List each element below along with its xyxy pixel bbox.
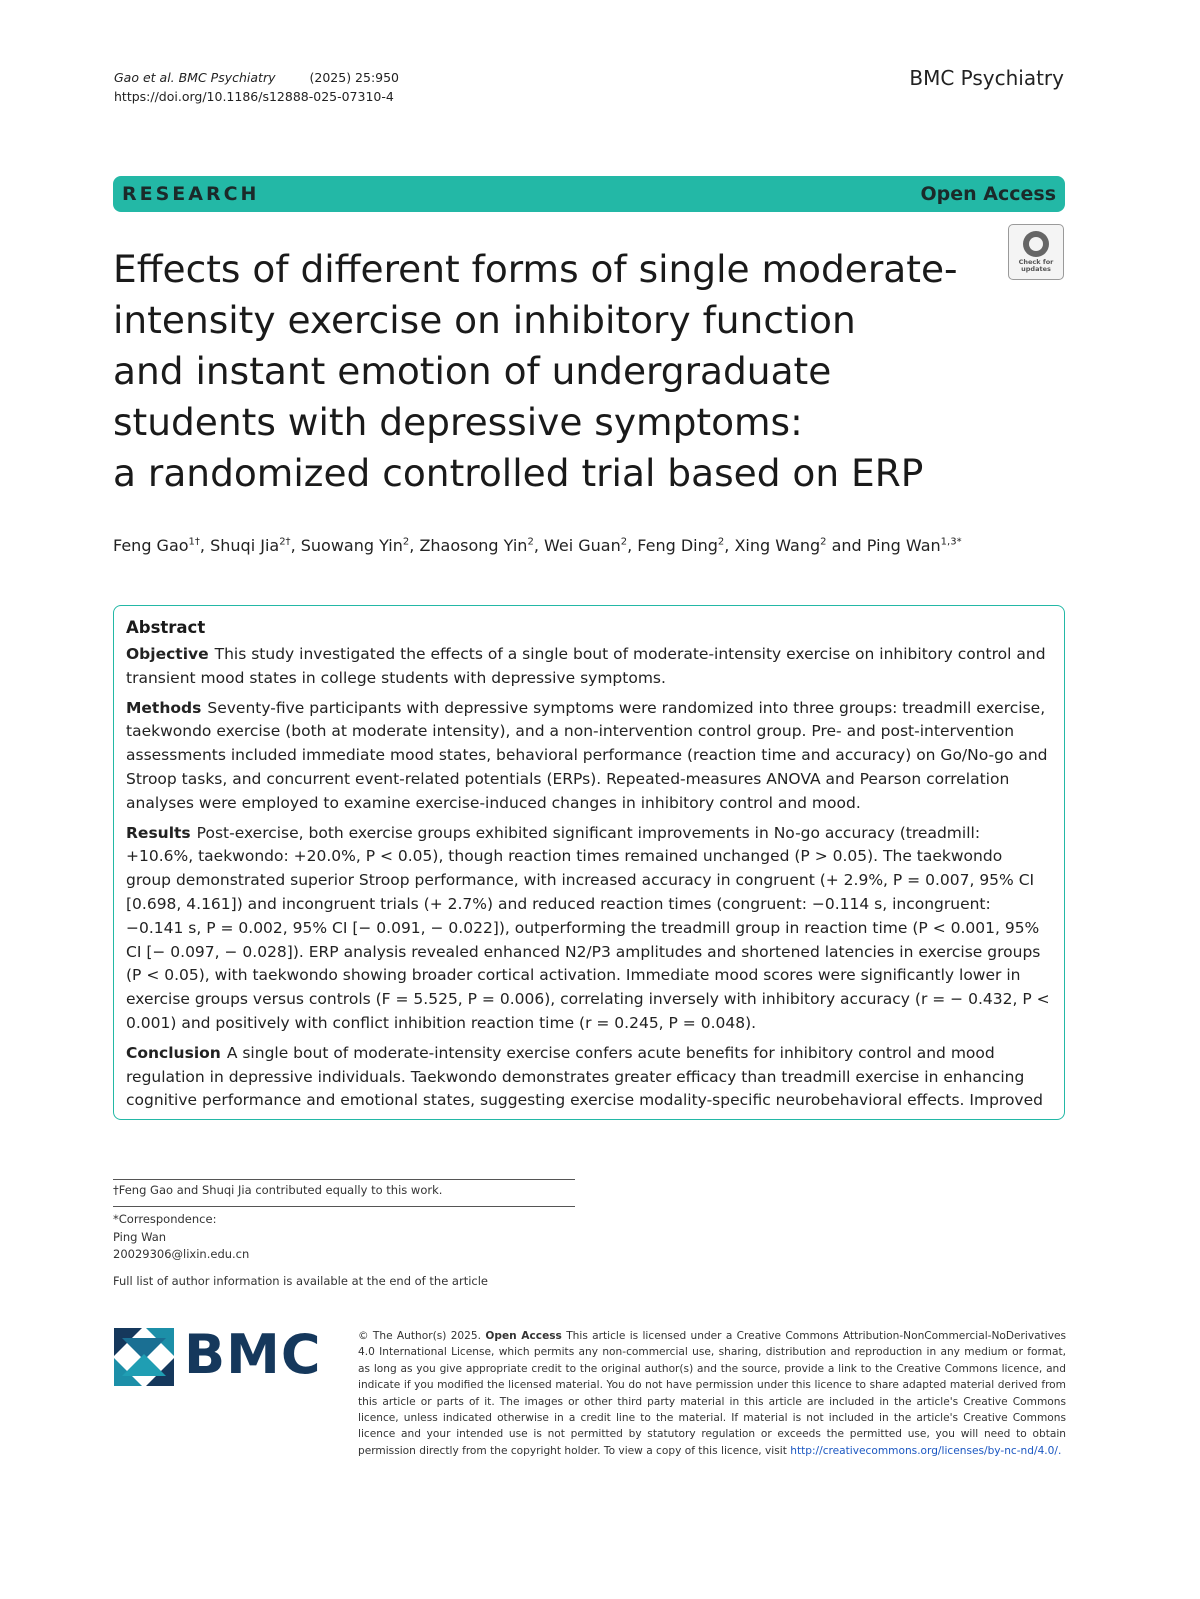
volume: (2025) 25:950 (309, 70, 400, 85)
author-list: Feng Gao$^{1\dagger}$, Shuqi Jia$^{2\dagger}$, Suowang Yin$^2$, Zhaosong Yin$^2$, Wei Guan$^2$, Feng Ding$^2$, Xing Wang$^2$ and Ping Wan$^{1,3*}$ (113, 536, 962, 555)
title-line: Effects of different forms of single moderate- (113, 247, 958, 291)
abstract-objective: Objective This study investigated the effects of a single bout of moderate-intensity exercise on inhibitory control and transient mood states in college students with depressive symptoms. (126, 645, 1046, 687)
author-info-note: Full list of author information is available at the end of the article (113, 1274, 488, 1288)
license-text: © The Author(s) 2025. Open Access This article is licensed under a Creative Commons Attribution-NonCommercial-NoDerivatives 4.0 International License, which permits any non-commercial use, sharing, distribution and reproduction in any medium or format, as long as you give appropriate credit to the original author(s) and the source, provide a link to the Creative Commons licence, and indicate if you modified the licensed material. You do not have permission under this licence to share adapted material derived from this article or parts of it. The images or other third party material in this article are included in the article's Creative Commons licence, unless indicated otherwise in a credit line to the material. If material is not included in the article's Creative Commons licence and your intended use is not permitted by statutory regulation or exceeds the permitted use, you will need to obtain permission directly from the copyright holder. To view a copy of this licence, visit http://creativecommons.org/licenses/by-nc-nd/4.0/. (358, 1330, 1067, 1457)
author[interactable]: Zhaosong Yin$^2$ (419, 536, 534, 555)
check-for-updates-badge[interactable] (1008, 224, 1064, 280)
research-banner (113, 176, 1065, 212)
license-link[interactable]: http://creativecommons.org/licenses/by-nc-nd/4.0/. (790, 1444, 1062, 1457)
footnote-divider (113, 1179, 575, 1180)
abstract-box (113, 605, 1065, 1120)
title-line: students with depressive symptoms: (113, 400, 803, 444)
badge-text: Check for updates (1018, 258, 1054, 273)
article-type-label: RESEARCH (122, 183, 260, 205)
title-line: and instant emotion of undergraduate (113, 349, 832, 393)
author[interactable]: Xing Wang$^2$ (734, 536, 827, 555)
footnote-divider (113, 1206, 575, 1207)
author[interactable]: Feng Gao$^{1\dagger}$ (113, 536, 200, 555)
open-access-label: Open Access (920, 183, 1056, 205)
author[interactable]: Ping Wan$^{1,3*}$ (866, 536, 962, 555)
equal-contribution-note: †Feng Gao and Shuqi Jia contributed equally to this work. (113, 1183, 443, 1197)
article-title (113, 244, 993, 499)
bmc-logo-text: BMC (184, 1323, 322, 1386)
abstract-results: Results Post-exercise, both exercise groups exhibited significant improvements in No-go accuracy (treadmill: +10.6%, taekwondo: +20.0%, P < 0.05), though reaction times remained unchanged (P > 0.05). The taekwondo group demonstrated superior Stroop performance, with increased accuracy in congruent (+ 2.9%, P = 0.007, 95% CI [0.698, 4.161]) and incongruent trials (+ 2.7%) and reduced reaction times (congruent: −0.114 s, incongruent: −0.141 s, P = 0.002, 95% CI [− 0.091, − 0.022]), outperforming the treadmill group in reaction time (P < 0.001, 95% CI [− 0.097, − 0.028]). ERP analysis revealed enhanced N2/P3 amplitudes and shortened latencies in exercise groups (P < 0.05), with taekwondo showing broader cortical activation. Immediate mood scores were significantly lower in exercise groups versus controls (F = 5.525, P = 0.006), correlating inversely with inhibitory accuracy (r = − 0.432, P < 0.001) and positively with conflict inhibition reaction time (r = 0.245, P = 0.048). (126, 823, 1050, 1032)
abstract-methods: Methods Seventy-five participants with depressive symptoms were randomized into three groups: treadmill exercise, taekwondo exercise (both at moderate intensity), and a non-intervention control group. Pre- and post-intervention assessments included immediate mood states, behavioral performance (reaction time and accuracy) on Go/No-go and Stroop tasks, and concurrent event-related potentials (ERPs). Repeated-measures ANOVA and Pearson correlation analyses were employed to examine exercise-induced changes in inhibitory control and mood. (126, 698, 1048, 812)
author[interactable]: Shuqi Jia$^{2\dagger}$ (210, 536, 291, 555)
title-line: a randomized controlled trial based on ERP (113, 451, 924, 495)
title-line: intensity exercise on inhibitory function (113, 298, 856, 342)
author[interactable]: Suowang Yin$^2$ (300, 536, 410, 555)
doi-link[interactable]: https://doi.org/10.1186/s12888-025-07310-4 (114, 89, 394, 104)
bmc-logo-icon (114, 1328, 174, 1386)
author[interactable]: Feng Ding$^2$ (637, 536, 725, 555)
citation: Gao et al. BMC Psychiatry (114, 70, 276, 85)
abstract-heading: Abstract (126, 618, 206, 637)
correspondence: *Correspondence: Ping Wan 20029306@lixin.edu.cn (113, 1211, 249, 1264)
correspondence-email[interactable]: 20029306@lixin.edu.cn (113, 1247, 250, 1261)
running-head (114, 68, 433, 106)
journal-name: BMC Psychiatry (909, 66, 1064, 90)
author[interactable]: Wei Guan$^2$ (543, 536, 628, 555)
update-icon (1023, 231, 1049, 257)
abstract-conclusion: Conclusion A single bout of moderate-intensity exercise confers acute benefits for inhibitory control and mood regulation in depressive individuals. Taekwondo demonstrates greater efficacy than treadmill exercise in enhancing cognitive performance and emotional states, suggesting exercise modality-specific neurobehavioral effects. Improved (126, 1043, 1043, 1110)
